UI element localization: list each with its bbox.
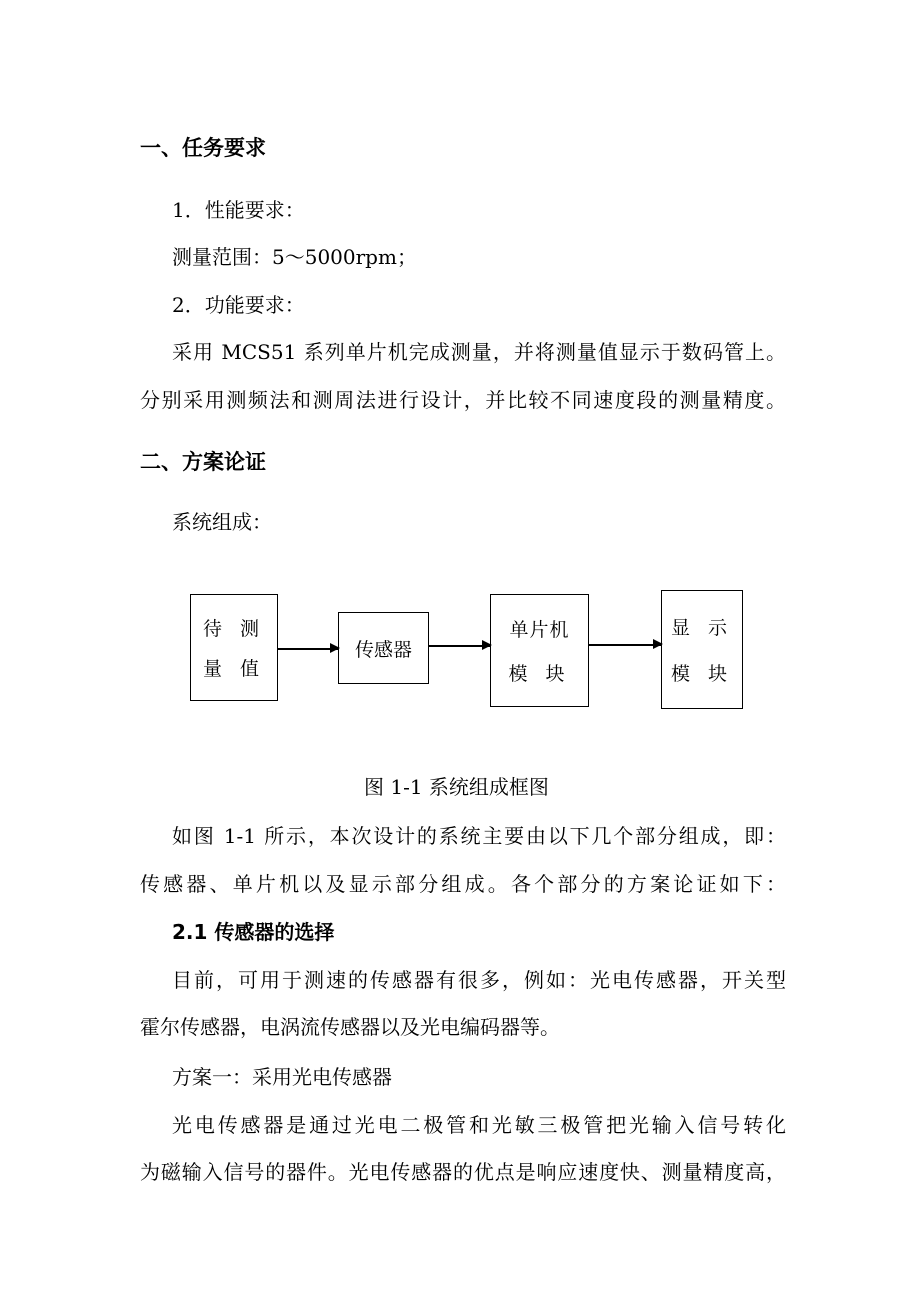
box-measured-value <box>190 594 278 701</box>
arrow-icon <box>278 648 338 650</box>
subsection-heading: 2.1 传感器的选择 <box>172 920 335 944</box>
box-label: 模 块 <box>508 662 571 685</box>
measurement-range: 测量范围：5～5000rpm； <box>172 245 417 269</box>
paragraph-line: 采用 MCS51 系列单片机完成测量，并将测量值显示于数码管上。 <box>172 340 786 364</box>
section-heading-1: 一、任务要求 <box>140 136 266 160</box>
system-label: 系统组成： <box>172 510 272 534</box>
box-label: 量 值 <box>202 658 266 681</box>
box-label: 显 示 <box>670 616 734 639</box>
subheading-function: 2．功能要求： <box>172 293 305 317</box>
paragraph-line: 目前，可用于测速的传感器有很多，例如：光电传感器，开关型 <box>172 968 786 992</box>
box-label: 单片机 <box>509 619 570 642</box>
paragraph-line: 光电传感器是通过光电二极管和光敏三极管把光输入信号转化 <box>172 1113 786 1137</box>
subheading-performance: 1．性能要求： <box>172 198 305 222</box>
box-label: 待 测 <box>202 617 266 640</box>
paragraph-line: 分别采用测频法和测周法进行设计，并比较不同速度段的测量精度。 <box>140 388 786 412</box>
paragraph-line: 传感器、单片机以及显示部分组成。各个部分的方案论证如下： <box>140 872 786 896</box>
paragraph-line: 如图 1-1 所示，本次设计的系统主要由以下几个部分组成，即： <box>172 824 786 848</box>
box-label: 模 块 <box>670 663 734 686</box>
box-label: 传感器 <box>354 638 412 661</box>
arrow-icon <box>589 644 661 646</box>
box-sensor <box>338 612 429 684</box>
arrow-icon <box>429 645 490 647</box>
figure-caption: 图 1-1 系统组成框图 <box>364 775 549 799</box>
box-mcu <box>490 594 589 707</box>
paragraph-line: 为磁输入信号的器件。光电传感器的优点是响应速度快、测量精度高， <box>140 1160 786 1184</box>
section-heading-2: 二、方案论证 <box>140 450 266 474</box>
plan-one-heading: 方案一：采用光电传感器 <box>172 1065 392 1089</box>
box-display <box>661 590 743 709</box>
paragraph-line: 霍尔传感器，电涡流传感器以及光电编码器等。 <box>140 1015 560 1039</box>
